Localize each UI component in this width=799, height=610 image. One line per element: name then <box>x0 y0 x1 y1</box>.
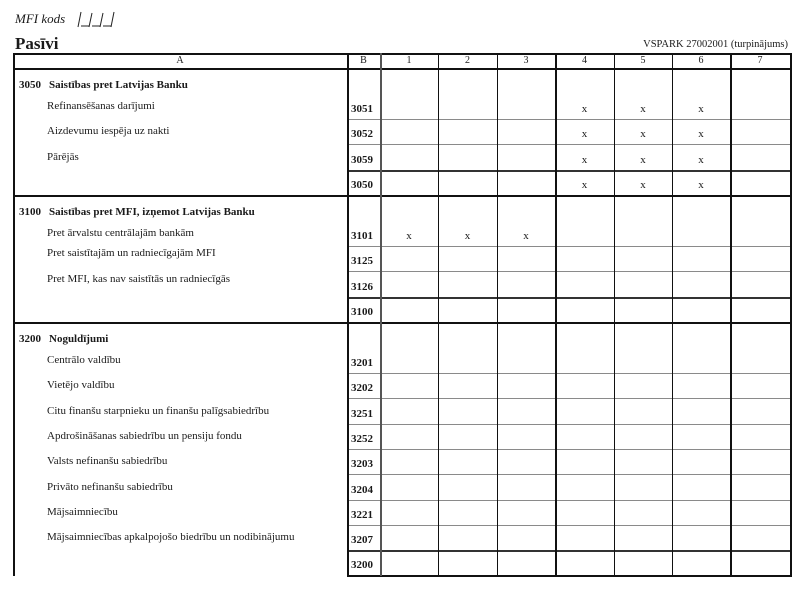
row-divider <box>347 297 792 299</box>
input-cell-3051-col6[interactable]: x <box>698 103 704 115</box>
input-cell-3200-col1[interactable] <box>380 559 438 573</box>
input-cell-3221-col7[interactable] <box>730 509 790 523</box>
row-code: 3207 <box>351 534 373 547</box>
column-header-6: 6 <box>698 55 704 66</box>
section-title-text: Saistības pret Latvijas Banku <box>49 79 188 91</box>
input-cell-3050-col7[interactable] <box>730 179 790 193</box>
row-label: Pārējās <box>47 150 79 163</box>
column-header-a: A <box>176 55 184 66</box>
row-code: 3252 <box>351 432 373 445</box>
input-cell-3204-col3[interactable] <box>497 484 555 498</box>
input-cell-3221-col3[interactable] <box>497 509 555 523</box>
input-cell-3101-col6[interactable] <box>672 230 730 244</box>
row-divider <box>347 449 792 450</box>
input-cell-3050-col4[interactable]: x <box>581 178 588 191</box>
mfi-code-label: MFI kods <box>15 11 66 26</box>
row-label: Privāto nefinanšu sabiedrību <box>47 480 173 493</box>
input-cell-3051-col1[interactable] <box>380 103 438 117</box>
row-divider <box>347 550 792 552</box>
row-divider <box>347 474 792 475</box>
input-cell-3207-col1[interactable] <box>380 534 438 548</box>
input-cell-3059-col5[interactable]: x <box>640 153 646 166</box>
section-total-code: 3200 <box>351 559 373 572</box>
input-cell-3052-col5[interactable]: x <box>640 128 646 141</box>
row-label: Pret ārvalstu centrālajām bankām <box>47 227 194 239</box>
input-cell-3251-col3[interactable] <box>497 408 555 422</box>
input-cell-3051-col2[interactable] <box>438 103 497 117</box>
input-cell-3202-col5[interactable] <box>614 382 672 396</box>
input-cell-3203-col4[interactable] <box>555 458 614 472</box>
input-cell-3204-col2[interactable] <box>438 484 497 498</box>
input-cell-3251-col5[interactable] <box>614 408 672 422</box>
input-cell-3101-col4[interactable] <box>555 230 614 244</box>
input-cell-3051-col7[interactable] <box>730 103 790 117</box>
input-cell-3052-col1[interactable] <box>380 128 438 142</box>
row-divider <box>347 271 792 272</box>
input-cell-3201-col2[interactable] <box>438 357 497 371</box>
row-code: 3204 <box>351 483 373 496</box>
row-label: Centrālo valdību <box>47 354 121 366</box>
column-divider <box>730 53 732 576</box>
input-cell-3126-col1[interactable] <box>380 281 438 295</box>
row-divider <box>347 144 792 145</box>
row-label: Vietējo valdību <box>47 379 115 392</box>
input-cell-3200-col5[interactable] <box>614 559 672 573</box>
row-code: 3203 <box>351 458 373 471</box>
input-cell-3051-col5[interactable]: x <box>640 103 646 115</box>
input-cell-3050-col1[interactable] <box>380 179 438 193</box>
input-cell-3204-col6[interactable] <box>672 484 730 498</box>
input-cell-3101-col1[interactable]: x <box>406 230 412 242</box>
input-cell-3252-col1[interactable] <box>380 433 438 447</box>
row-divider <box>347 525 792 526</box>
input-cell-3101-col5[interactable] <box>614 230 672 244</box>
input-cell-3126-col3[interactable] <box>497 281 555 295</box>
input-cell-3125-col5[interactable] <box>614 255 672 269</box>
input-cell-3221-col6[interactable] <box>672 509 730 523</box>
input-cell-3126-col5[interactable] <box>614 281 672 295</box>
input-cell-3059-col7[interactable] <box>730 154 790 168</box>
column-header-1: 1 <box>406 55 412 66</box>
column-divider <box>347 53 349 576</box>
row-divider <box>347 246 792 247</box>
input-cell-3251-col6[interactable] <box>672 408 730 422</box>
row-divider <box>347 119 792 120</box>
input-cell-3051-col4[interactable]: x <box>581 103 588 115</box>
input-cell-3052-col4[interactable]: x <box>581 128 588 141</box>
row-label: Citu finanšu starpnieku un finanšu palīgsabiedrību <box>47 404 270 417</box>
input-cell-3125-col1[interactable] <box>380 255 438 269</box>
input-cell-3050-col5[interactable]: x <box>640 178 646 191</box>
row-divider <box>347 398 792 399</box>
input-cell-3207-col4[interactable] <box>555 534 614 548</box>
input-cell-3204-col5[interactable] <box>614 484 672 498</box>
row-label: Mājsaimniecību <box>47 505 118 518</box>
form-code: VSPARK 27002001 (turpinājums) <box>643 39 788 50</box>
row-divider <box>347 575 792 577</box>
input-cell-3126-col7[interactable] <box>730 281 790 295</box>
input-cell-3202-col4[interactable] <box>555 382 614 396</box>
input-cell-3204-col7[interactable] <box>730 484 790 498</box>
input-cell-3252-col3[interactable] <box>497 433 555 447</box>
input-cell-3052-col2[interactable] <box>438 128 497 142</box>
row-code: 3221 <box>351 508 373 521</box>
column-divider <box>614 53 615 576</box>
column-divider <box>13 53 15 576</box>
section-border <box>13 322 792 324</box>
input-cell-3204-col1[interactable] <box>380 484 438 498</box>
input-cell-3200-col4[interactable] <box>555 559 614 573</box>
row-divider <box>347 424 792 425</box>
section-title <box>19 79 188 91</box>
input-cell-3100-col2[interactable] <box>438 306 497 320</box>
input-cell-3202-col7[interactable] <box>730 382 790 396</box>
input-cell-3252-col7[interactable] <box>730 433 790 447</box>
input-cell-3059-col6[interactable]: x <box>698 153 704 166</box>
header-bottom-border <box>13 68 792 70</box>
input-cell-3059-col3[interactable] <box>497 154 555 168</box>
row-label: Mājsaimniecības apkalpojošo biedrību un nodibinājumu <box>47 531 295 544</box>
row-label: Pret saistītajām un radniecīgajām MFI <box>47 247 216 260</box>
input-cell-3101-col2[interactable]: x <box>464 230 471 242</box>
section-total-code: 3050 <box>351 178 373 191</box>
input-cell-3202-col1[interactable] <box>380 382 438 396</box>
input-cell-3200-col7[interactable] <box>730 559 790 573</box>
input-cell-3126-col6[interactable] <box>672 281 730 295</box>
input-cell-3201-col5[interactable] <box>614 357 672 371</box>
input-cell-3201-col7[interactable] <box>730 357 790 371</box>
row-code: 3201 <box>351 357 373 369</box>
row-code: 3059 <box>351 153 373 166</box>
column-header-2: 2 <box>465 55 470 66</box>
column-header-7: 7 <box>757 55 763 66</box>
input-cell-3207-col6[interactable] <box>672 534 730 548</box>
input-cell-3252-col5[interactable] <box>614 433 672 447</box>
row-code: 3051 <box>351 103 373 115</box>
input-cell-3059-col1[interactable] <box>380 154 438 168</box>
input-cell-3050-col2[interactable] <box>438 179 497 193</box>
section-code: 3200 <box>19 333 41 345</box>
row-label: Aizdevumu iespēja uz nakti <box>47 125 170 138</box>
input-cell-3203-col1[interactable] <box>380 458 438 472</box>
input-cell-3201-col1[interactable] <box>380 357 438 371</box>
input-cell-3252-col2[interactable] <box>438 433 497 447</box>
input-cell-3050-col6[interactable]: x <box>698 178 704 191</box>
input-cell-3252-col4[interactable] <box>555 433 614 447</box>
input-cell-3052-col6[interactable]: x <box>698 128 704 141</box>
input-cell-3050-col3[interactable] <box>497 179 555 193</box>
row-code: 3251 <box>351 407 373 420</box>
row-label: Pret MFI, kas nav saistītās un radniecīgās <box>47 272 230 285</box>
row-code: 3126 <box>351 280 373 293</box>
row-code: 3202 <box>351 382 373 395</box>
column-divider <box>438 53 439 576</box>
row-label: Refinansēšanas darījumi <box>47 100 155 112</box>
section-title-text: Noguldījumi <box>49 333 109 345</box>
input-cell-3201-col3[interactable] <box>497 357 555 371</box>
column-divider <box>672 53 673 576</box>
column-header-4: 4 <box>582 55 587 66</box>
input-cell-3059-col4[interactable]: x <box>581 153 588 166</box>
input-cell-3203-col2[interactable] <box>438 458 497 472</box>
section-title <box>19 206 255 218</box>
input-cell-3101-col3[interactable]: x <box>523 230 529 242</box>
section-title <box>19 333 108 345</box>
input-cell-3221-col1[interactable] <box>380 509 438 523</box>
column-divider <box>555 53 557 576</box>
input-cell-3200-col2[interactable] <box>438 559 497 573</box>
input-cell-3202-col3[interactable] <box>497 382 555 396</box>
row-code: 3052 <box>351 128 373 141</box>
input-cell-3201-col6[interactable] <box>672 357 730 371</box>
input-cell-3125-col4[interactable] <box>555 255 614 269</box>
column-header-b: B <box>360 55 367 66</box>
row-code: 3101 <box>351 230 373 242</box>
input-cell-3203-col7[interactable] <box>730 458 790 472</box>
input-cell-3207-col5[interactable] <box>614 534 672 548</box>
input-cell-3252-col6[interactable] <box>672 433 730 447</box>
input-cell-3100-col5[interactable] <box>614 306 672 320</box>
row-label: Valsts nefinanšu sabiedrību <box>47 455 168 468</box>
input-cell-3201-col4[interactable] <box>555 357 614 371</box>
column-divider <box>380 53 382 576</box>
column-divider <box>497 53 498 576</box>
section-code: 3100 <box>19 206 41 218</box>
section-code: 3050 <box>19 79 41 91</box>
input-cell-3052-col7[interactable] <box>730 128 790 142</box>
input-cell-3100-col4[interactable] <box>555 306 614 320</box>
input-cell-3125-col3[interactable] <box>497 255 555 269</box>
input-cell-3203-col6[interactable] <box>672 458 730 472</box>
input-cell-3100-col3[interactable] <box>497 306 555 320</box>
input-cell-3203-col3[interactable] <box>497 458 555 472</box>
input-cell-3202-col6[interactable] <box>672 382 730 396</box>
input-cell-3052-col3[interactable] <box>497 128 555 142</box>
row-divider <box>347 170 792 172</box>
input-cell-3202-col2[interactable] <box>438 382 497 396</box>
input-cell-3221-col2[interactable] <box>438 509 497 523</box>
input-cell-3251-col1[interactable] <box>380 408 438 422</box>
column-header-5: 5 <box>640 55 646 66</box>
input-cell-3101-col7[interactable] <box>730 230 790 244</box>
column-divider <box>790 53 792 576</box>
input-cell-3125-col6[interactable] <box>672 255 730 269</box>
input-cell-3251-col4[interactable] <box>555 408 614 422</box>
liabilities-table <box>13 53 792 576</box>
input-cell-3100-col6[interactable] <box>672 306 730 320</box>
input-cell-3207-col7[interactable] <box>730 534 790 548</box>
input-cell-3200-col3[interactable] <box>497 559 555 573</box>
row-code: 3125 <box>351 255 373 268</box>
input-cell-3251-col7[interactable] <box>730 408 790 422</box>
input-cell-3204-col4[interactable] <box>555 484 614 498</box>
input-cell-3125-col2[interactable] <box>438 255 497 269</box>
input-cell-3203-col5[interactable] <box>614 458 672 472</box>
input-cell-3126-col2[interactable] <box>438 281 497 295</box>
input-cell-3251-col2[interactable] <box>438 408 497 422</box>
section-title-text: Saistības pret MFI, izņemot Latvijas Banku <box>49 206 255 218</box>
input-cell-3126-col4[interactable] <box>555 281 614 295</box>
row-label: Apdrošināšanas sabiedrību un pensiju fondu <box>47 429 242 442</box>
page-title: Pasīvi <box>15 34 59 53</box>
input-cell-3200-col6[interactable] <box>672 559 730 573</box>
row-divider <box>347 500 792 501</box>
input-cell-3221-col5[interactable] <box>614 509 672 523</box>
input-cell-3100-col7[interactable] <box>730 306 790 320</box>
input-cell-3207-col2[interactable] <box>438 534 497 548</box>
input-cell-3221-col4[interactable] <box>555 509 614 523</box>
input-cell-3125-col7[interactable] <box>730 255 790 269</box>
input-cell-3100-col1[interactable] <box>380 306 438 320</box>
column-header-3: 3 <box>523 55 529 66</box>
table-top-border <box>13 53 792 55</box>
input-cell-3207-col3[interactable] <box>497 534 555 548</box>
row-divider <box>347 373 792 374</box>
mfi-code-boxes[interactable] <box>76 9 126 29</box>
section-border <box>13 195 792 197</box>
input-cell-3051-col3[interactable] <box>497 103 555 117</box>
section-total-code: 3100 <box>351 305 373 318</box>
input-cell-3059-col2[interactable] <box>438 154 497 168</box>
